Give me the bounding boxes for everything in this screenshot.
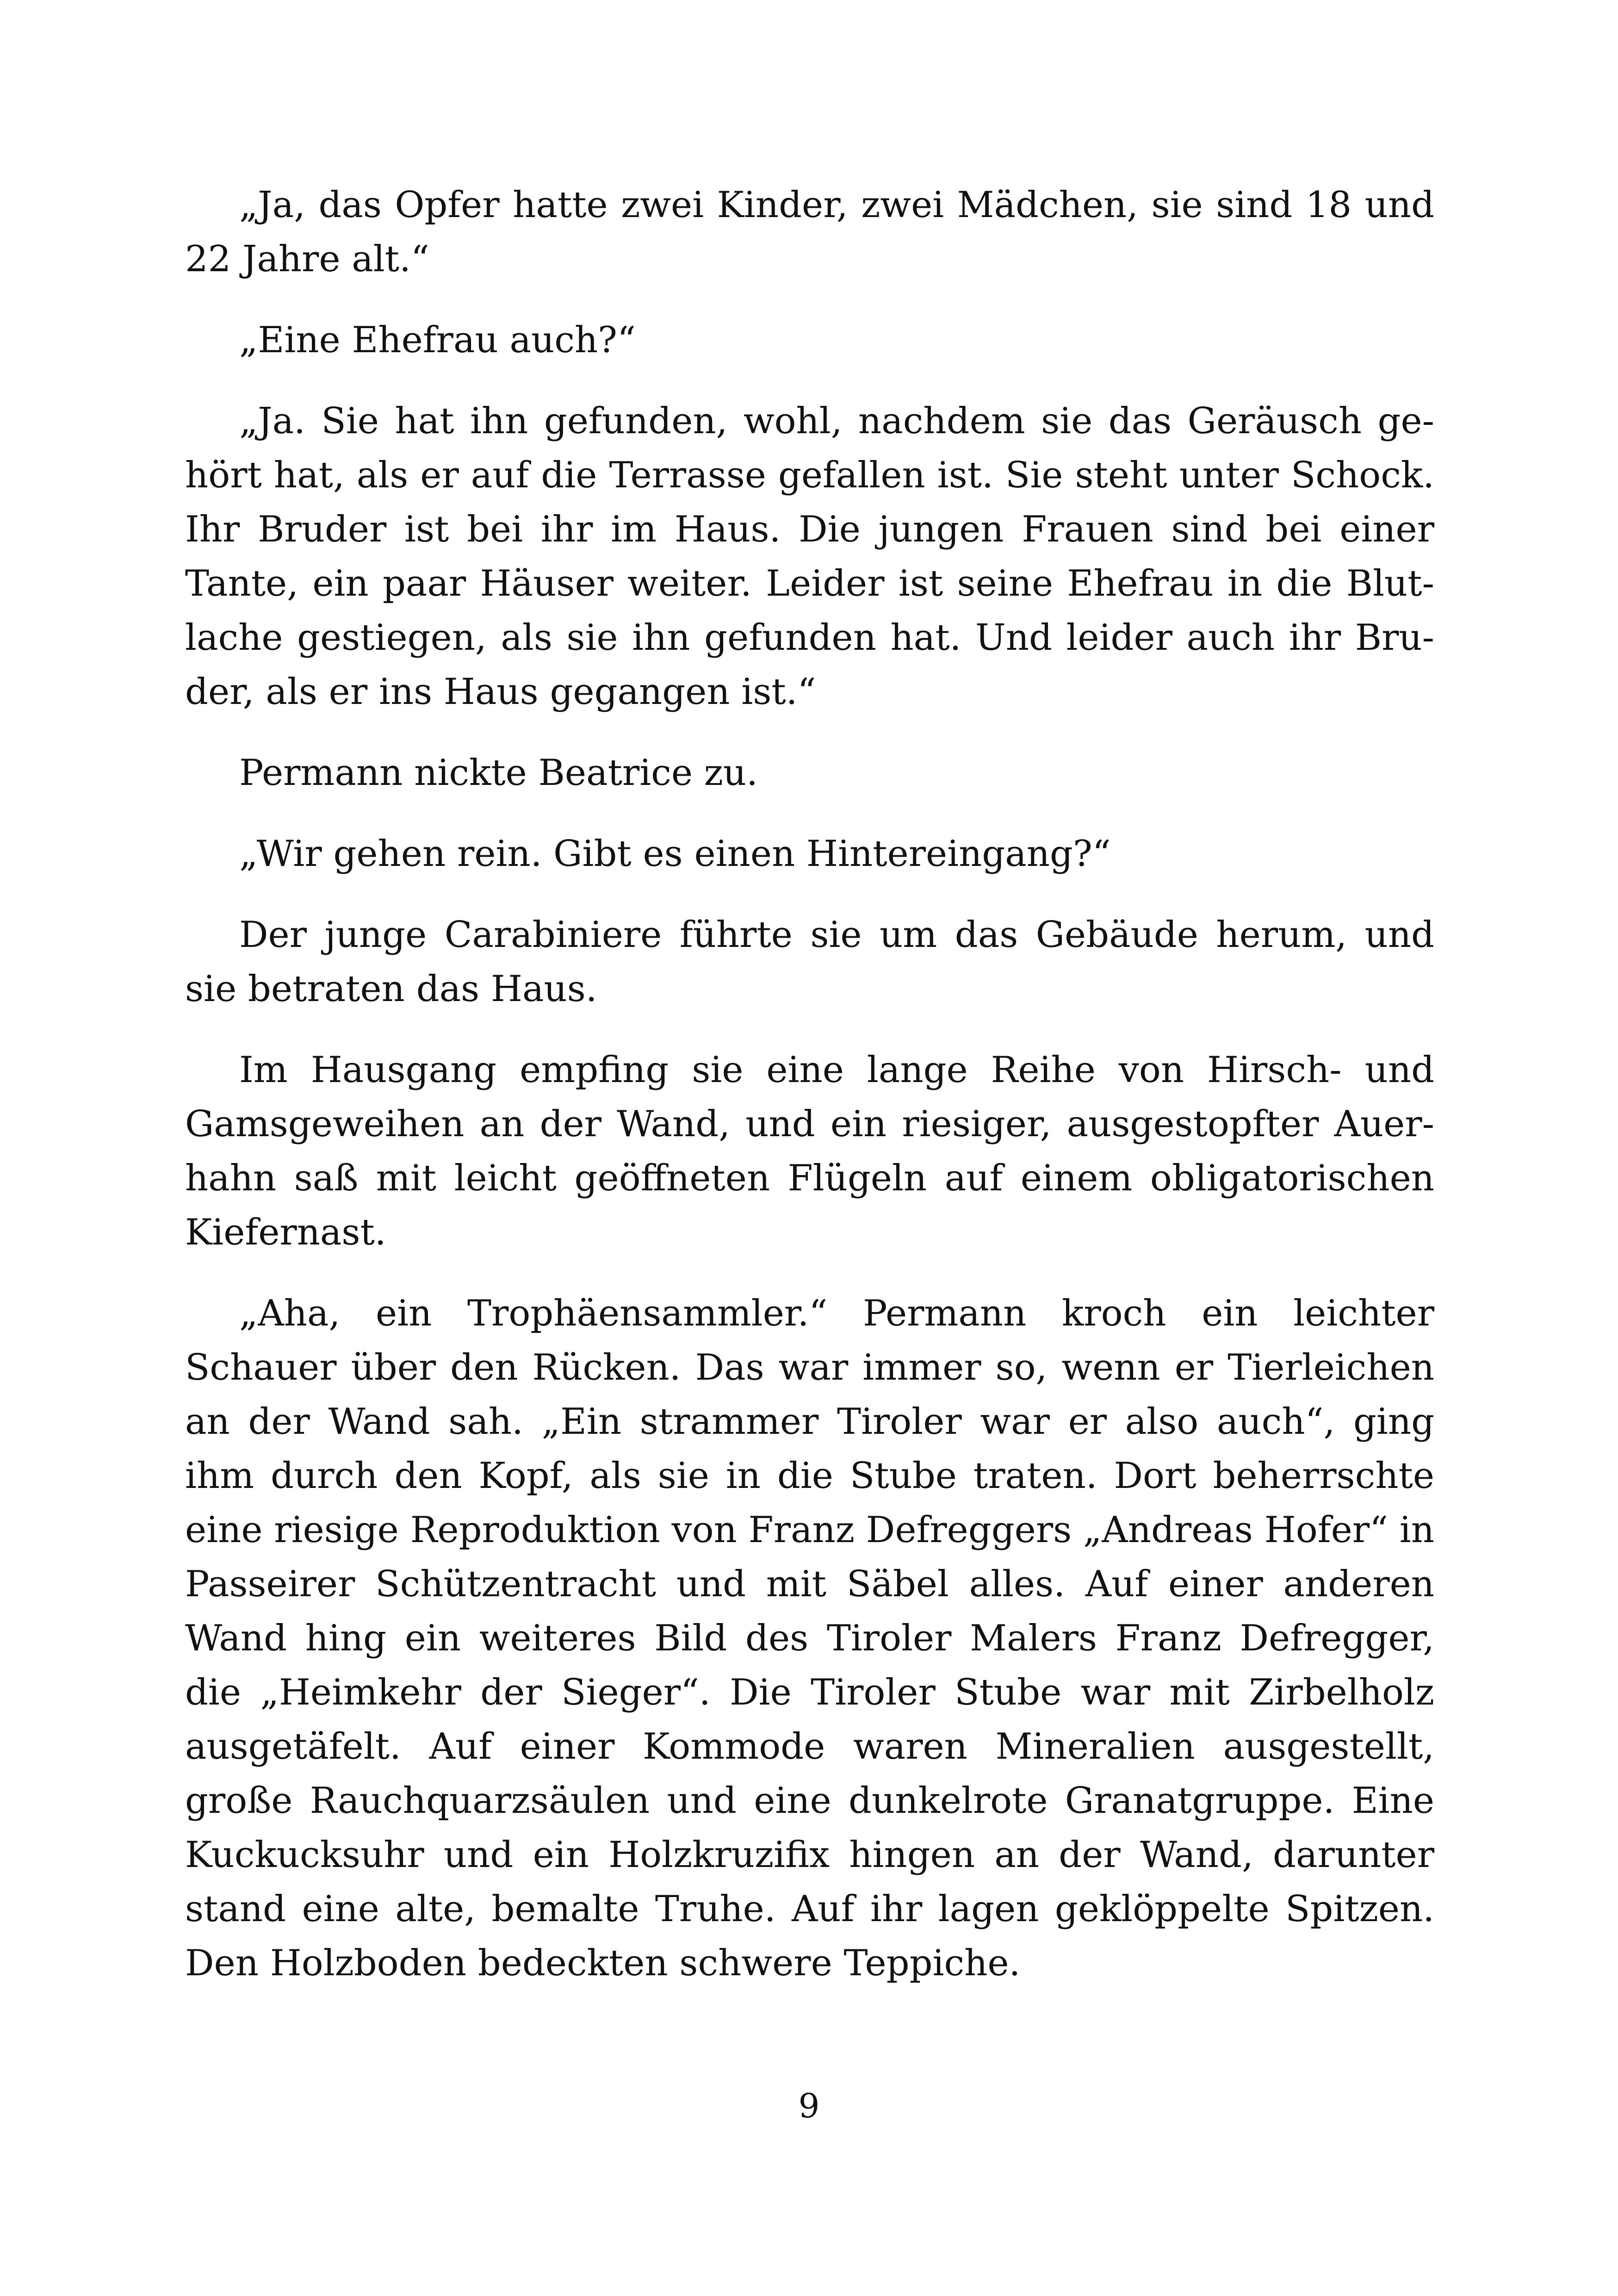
paragraph-4: Permann nickte Beatrice zu. bbox=[239, 752, 758, 794]
paragraph-1: „Ja, das Opfer hatte zwei Kinder, zwei Mädchen, sie sind 18 und 22 Jahre alt.“ bbox=[185, 184, 1434, 280]
paragraph-2: „Eine Ehefrau auch?“ bbox=[239, 319, 636, 361]
body-text bbox=[185, 178, 1434, 2017]
paragraph-3: „Ja. Sie hat ihn gefunden, wohl, nachdem sie das Geräusch gehört hat, als er auf die Terrasse gefallen ist. Sie steht unter Schock. Ihr Bruder ist bei ihr im Haus. Die jungen Frauen sind bei einer Tante, ein paar Häuser weiter. Leider ist seine Ehefrau in die Blutlache gestiegen, als sie ihn gefunden hat. Und leider auch ihr Bruder, als er ins Haus gegangen ist.“ bbox=[185, 400, 1434, 713]
paragraph-8: „Aha, ein Trophäensammler.“ Permann kroch ein leichter Schauer über den Rücken. Das war immer so, wenn er Tierleichen an der Wand sah. „Ein strammer Tiroler war er also auch“, ging ihm durch den Kopf, als sie in die Stube traten. Dort beherrschte eine riesige Reproduktion von Franz Defreggers „Andreas Hofer“ in Passeirer Schützentracht und mit Säbel alles. Auf einer anderen Wand hing ein weiteres Bild des Tiroler Malers Franz Defregger, die „Heimkehr der Sieger“. Die Tiroler Stube war mit Zirbelholz ausgetäfelt. Auf einer Kommode waren Mineralien ausgestellt, große Rauchquarzsäulen und eine dunkelrote Granatgruppe. Eine Kuckucksuhr und ein Holzkruzifix hingen an der Wand, darunter stand eine alte, bemalte Truhe. Auf ihr lagen geklöppelte Spitzen. Den Holzboden bedeckten schwere Teppiche. bbox=[185, 1293, 1434, 1984]
page-number: 9 bbox=[798, 2086, 820, 2125]
paragraph-5: „Wir gehen rein. Gibt es einen Hintereingang?“ bbox=[239, 833, 1111, 875]
paragraph-6: Der junge Carabiniere führte sie um das Gebäude herum, und sie betraten das Haus. bbox=[185, 914, 1434, 1010]
paragraph-7: Im Hausgang empfing sie eine lange Reihe von Hirsch- und Gamsgeweihen an der Wand, und ein riesiger, ausgestopfter Auerhahn saß mit leicht geöffneten Flügeln auf einem obligatorischen Kiefernast. bbox=[185, 1049, 1434, 1253]
